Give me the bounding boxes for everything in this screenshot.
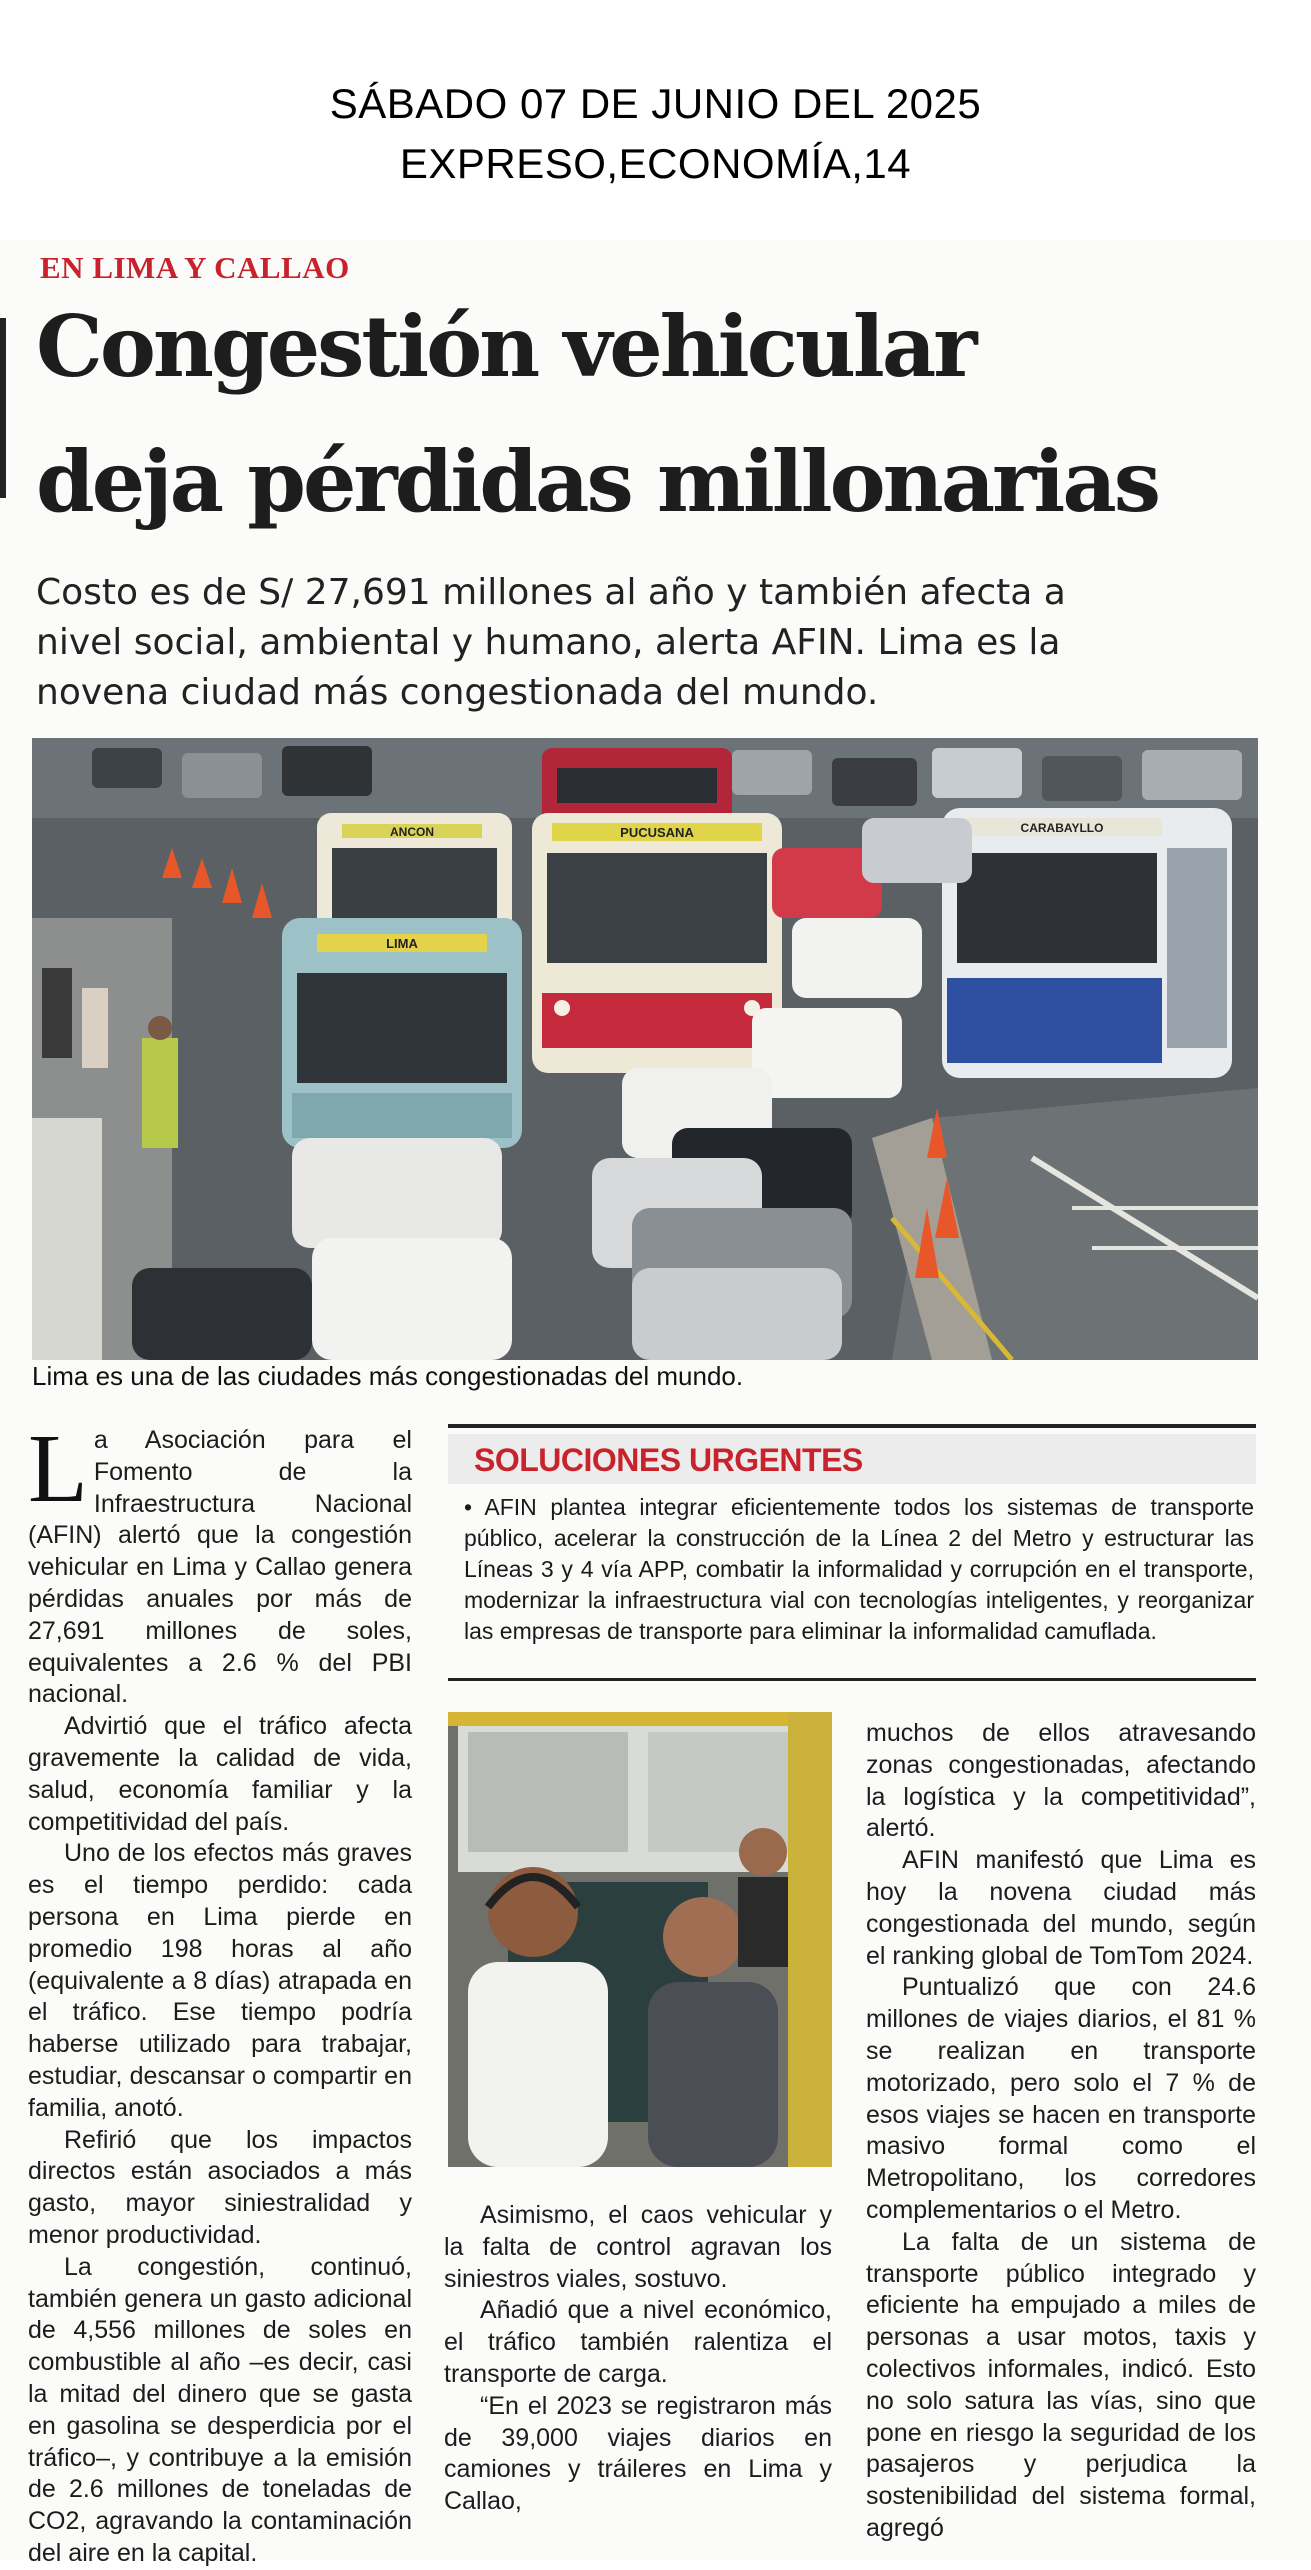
subheadline-line-3: novena ciudad más congestionada del mundo.: [36, 672, 879, 713]
paragraph-11: Puntualizó que con 24.6 millones de viajes diarios, el 81 % se realizan en transporte motorizado, pero solo el 7 % de esos viajes se hacen en transporte masivo formal como el Metropolitano, los corredores complementarios o el Metro.: [866, 1973, 1256, 2224]
box-title: SOLUCIONES URGENTES: [474, 1442, 863, 1478]
box-top-rule: [448, 1424, 1256, 1428]
clipping-date: SÁBADO 07 DE JUNIO DEL 2025: [329, 80, 982, 127]
subheadline-line-2: nivel social, ambiental y humano, alerta AFIN. Lima es la: [36, 622, 1061, 663]
box-bottom-rule: [448, 1678, 1256, 1681]
paragraph-8: “En el 2023 se registraron más de 39,000 viajes diarios en camiones y tráileres en Lima y Callao,: [444, 2391, 832, 2516]
column-2: [444, 2200, 832, 2518]
article-kicker: EN LIMA Y CALLAO: [40, 250, 350, 285]
column-3: [866, 1718, 1256, 2545]
paragraph-3: Uno de los efectos más graves es el tiempo perdido: cada persona en Lima pierde en promedio 198 horas al año (equivalente a 8 días) atrapada en el tráfico. Ese tiempo podría haberse utilizado para trabajar, estudiar, descansar o compartir en familia, anotó.: [28, 1839, 412, 2122]
subheadline-line-1: Costo es de S/ 27,691 millones al año y también afecta a: [36, 572, 1066, 613]
paragraph-1: La Asociación para el Fomento de la Infraestructura Nacional (AFIN) alertó que la congestión vehicular en Lima y Callao genera pérdidas anuales por más de 27,691 millones de soles, equivalentes a 2.6 % del PBI nacional.: [28, 1415, 412, 1709]
paragraph-7: Añadió que a nivel económico, el tráfico también ralentiza el transporte de carga.: [444, 2296, 832, 2388]
paragraph-12: La falta de un sistema de transporte público integrado y eficiente ha empujado a miles de personas a usar motos, taxis y colectivos informales, indicó. Esto no solo satura las vías, sino que pone en riesgo la seguridad de los pasajeros y perjudica la sostenibilidad del sistema formal, agregó: [866, 2227, 1256, 2542]
headline-line-2: deja pérdidas millonarias: [36, 432, 1159, 531]
bus-sign-ancon: ANCON: [390, 825, 434, 839]
drop-cap: L: [28, 1415, 88, 1523]
left-margin-bar: [0, 318, 6, 498]
headline-line-1: Congestión vehicular: [36, 297, 975, 396]
paragraph-10: AFIN manifestó que Lima es hoy la novena ciudad más congestionada del mundo, según el ranking global de TomTom 2024.: [866, 1846, 1256, 1970]
traffic-photo: [32, 738, 1258, 1360]
paragraph-9: muchos de ellos atravesando zonas congestionadas, afectando la logística y la competitividad”, alertó.: [866, 1719, 1256, 1843]
photo-caption: Lima es una de las ciudades más congestionadas del mundo.: [32, 1361, 744, 1391]
paragraph-6: Asimismo, el caos vehicular y la falta de control agravan los siniestros viales, sostuvo.: [444, 2201, 832, 2293]
box-title-band: [448, 1434, 1256, 1484]
box-text: • AFIN plantea integrar eficientemente todos los sistemas de transporte público, acelerar la construcción de la Línea 2 del Metro y estructurar las Líneas 3 y 4 vía APP, combatir la informalidad y corrupción en el transporte, modernizar la infraestructura vial con tecnologías inteligentes, y reorganizar las empresas de transporte para eliminar la informalidad camuflada.: [464, 1494, 1254, 1644]
bus-sign-lima: LIMA: [386, 936, 418, 951]
clipping-source: EXPRESO,ECONOMÍA,14: [399, 140, 912, 187]
bus-passengers-photo: [448, 1712, 832, 2167]
bus-sign-pucusana: PUCUSANA: [620, 825, 694, 840]
paragraph-4: Refirió que los impactos directos están asociados a más gasto, mayor siniestralidad y menor productividad.: [28, 2125, 412, 2249]
paragraph-5: La congestión, continuó, también genera un gasto adicional de 4,556 millones de soles en combustible al año –es decir, casi la mitad del dinero que se gasta en gasolina se desperdicia por el tráfico–, y contribuye a la emisión de 2.6 millones de toneladas de CO2, agravando la contaminación del aire en la capital.: [28, 2252, 412, 2567]
column-1: [28, 1415, 412, 2570]
bus-sign-carabayllo: CARABAYLLO: [1020, 821, 1104, 835]
paragraph-2: Advirtió que el tráfico afecta gravemente la calidad de vida, salud, economía familiar y la competitividad del país.: [28, 1712, 412, 1836]
